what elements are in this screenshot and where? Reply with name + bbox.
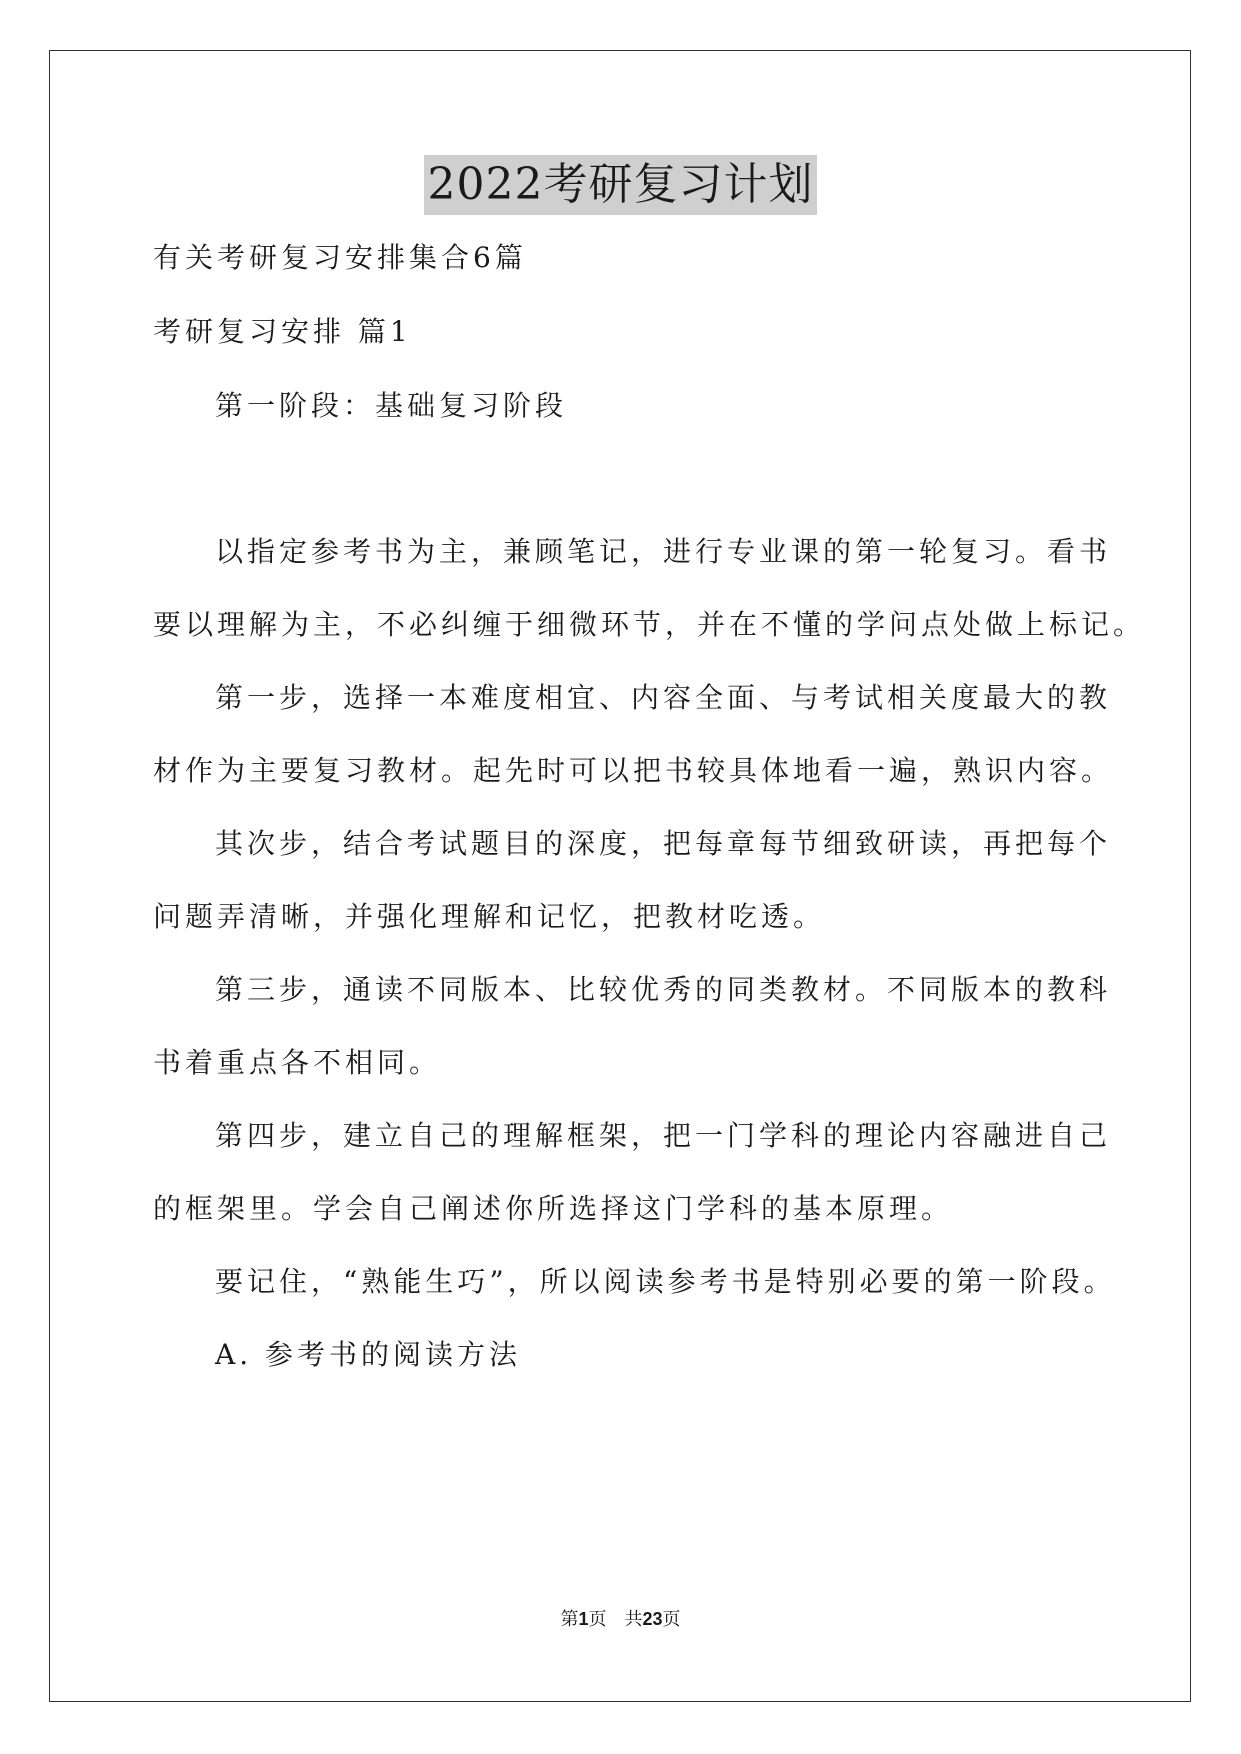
footer-page-current: 1 xyxy=(578,1609,589,1629)
footer-page-mid: 页 共 xyxy=(588,1609,643,1630)
paragraph-line: 问题弄清晰，并强化理解和记忆，把教材吃透。 xyxy=(153,900,826,933)
footer-page-prefix: 第 xyxy=(560,1609,579,1630)
page-footer xyxy=(0,1605,1241,1631)
section-heading: 考研复习安排 篇1 xyxy=(153,315,412,348)
paragraph-line: 要记住，“熟能生巧”，所以阅读参考书是特别必要的第一阶段。 xyxy=(215,1265,1116,1298)
paragraph-line: 要以理解为主，不必纠缠于细微环节，并在不懂的学问点处做上标记。 xyxy=(153,608,1146,641)
footer-page-total: 23 xyxy=(642,1609,663,1629)
paragraph-line: 其次步，结合考试题目的深度，把每章每节细致研读，再把每个 xyxy=(215,827,1112,860)
stage-heading: 第一阶段：基础复习阶段 xyxy=(215,389,568,422)
document-title: 2022考研复习计划 xyxy=(424,155,818,215)
paragraph-line: 第三步，通读不同版本、比较优秀的同类教材。不同版本的教科 xyxy=(215,973,1112,1006)
paragraph-line: 第四步，建立自己的理解框架，把一门学科的理论内容融进自己 xyxy=(215,1119,1112,1152)
paragraph-line: 的框架里。学会自己阐述你所选择这门学科的基本原理。 xyxy=(153,1192,954,1225)
page-border xyxy=(49,50,1191,1702)
title-container xyxy=(0,155,1241,215)
paragraph-line: A. 参考书的阅读方法 xyxy=(215,1338,522,1371)
paragraph-line: 材作为主要复习教材。起先时可以把书较具体地看一遍，熟识内容。 xyxy=(153,754,1114,787)
paragraph-line: 书着重点各不相同。 xyxy=(153,1046,442,1079)
paragraph-line: 第一步，选择一本难度相宜、内容全面、与考试相关度最大的教 xyxy=(215,681,1112,714)
subtitle: 有关考研复习安排集合6篇 xyxy=(153,241,527,274)
footer-page-suffix: 页 xyxy=(662,1609,681,1630)
paragraph-line: 以指定参考书为主，兼顾笔记，进行专业课的第一轮复习。看书 xyxy=(215,535,1112,568)
